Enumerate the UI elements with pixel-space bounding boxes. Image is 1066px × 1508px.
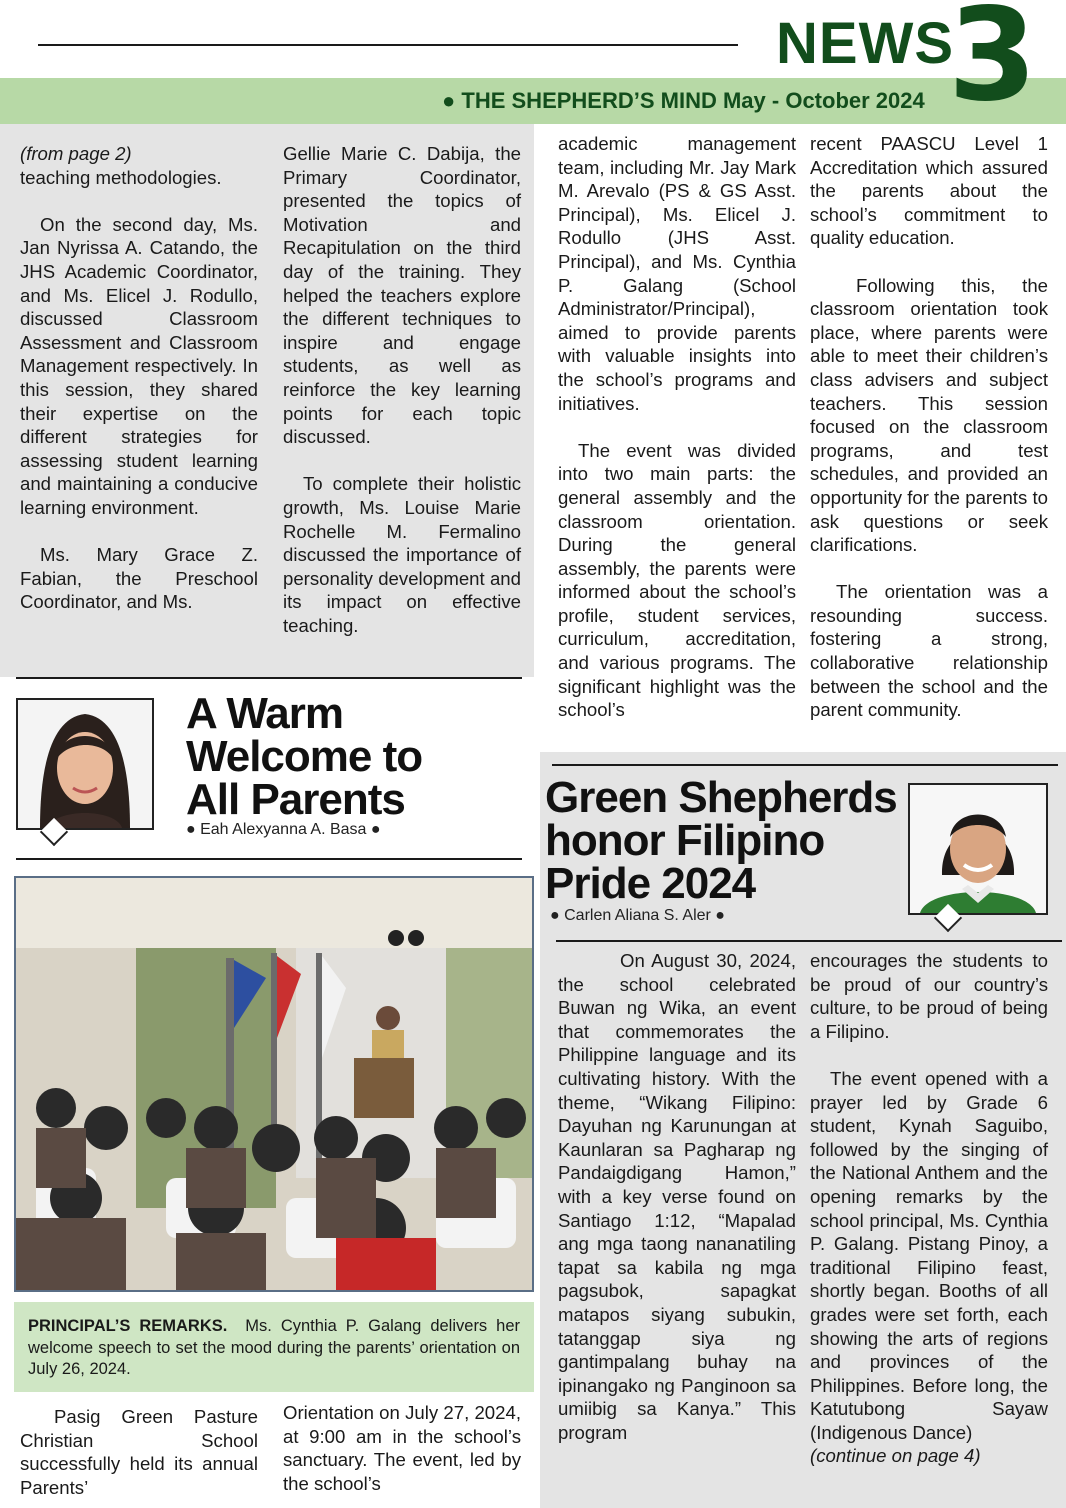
author-portrait-icon <box>18 700 152 828</box>
pride-col-2 <box>810 949 1048 1468</box>
author-portrait-icon <box>910 785 1046 913</box>
pride-col-1 <box>558 949 796 1444</box>
welcome-col-2 <box>283 1401 521 1495</box>
headline-line: All Parents <box>186 775 405 824</box>
paragraph: Ms. Mary Grace Z. Fabian, the Preschool Coordinator, and Ms. <box>20 544 258 613</box>
paragraph: Gellie Marie C. Dabija, the Primary Coordinator, presented the topics of Motivation and Recapitulation on the third day of the training. They helped the teachers explore the different techniques to inspire and engage students, as well as reinforce the key learning points for each topic discussed. <box>283 143 521 448</box>
caption-text: Ms. Cynthia P. Galang delivers her welcome speech to set the mood during the parents’ orientation on July 26, 2024. <box>28 1317 520 1379</box>
divider <box>16 677 522 679</box>
paragraph: The event was divided into two main parts: the general assembly and the classroom orientation. During the general assembly, the parents were informed about the school’s profile, student services, curriculum, accreditation, and various programs. The significant highlight was the school’s <box>558 439 796 721</box>
continued-col-2 <box>283 142 521 637</box>
section-title: NEWS <box>776 11 954 76</box>
paragraph: Orientation on July 27, 2024, at 9:00 am in the school’s sanctuary. The event, led by the school’s <box>283 1402 521 1494</box>
welcome-col-4 <box>810 132 1048 722</box>
headline-line: honor Filipino <box>545 816 825 865</box>
caption-lead: PRINCIPAL’S REMARKS. <box>28 1317 228 1335</box>
welcome-headline <box>186 689 423 824</box>
paragraph: On the second day, Ms. Jan Nyrissa A. Catando, the JHS Academic Coordinator, and Ms. Elicel J. Rodullo, discussed Classroom Assessment and Classroom Management respectively. In this session, they shared their expertise on the different strategies for assessing student learning and maintaining a conducive learning environment. <box>20 213 258 518</box>
headline-line: Welcome to <box>186 732 423 781</box>
paragraph: encourages the students to be proud of our country’s culture, to be proud of being a Filipino. <box>810 950 1048 1042</box>
paragraph: Pasig Green Pasture Christian School successfully held its annual Parents’ <box>20 1406 258 1498</box>
welcome-col-1 <box>20 1405 258 1499</box>
continue-note: (continue on page 4) <box>810 1445 981 1467</box>
photo-caption <box>14 1302 534 1392</box>
paragraph: Following this, the classroom orientation took place, where parents were able to meet their children’s class advisers and subject teachers. This session focused on the classroom programs, and test schedules, and provided an opportunity for the parents to ask questions or seek clarifications. <box>810 274 1048 556</box>
author-photo-aler <box>908 783 1048 915</box>
headline-line: Pride 2024 <box>545 859 756 908</box>
masthead-text: ● THE SHEPHERD’S MIND May - October 2024 <box>442 88 925 113</box>
welcome-col-3 <box>558 132 796 722</box>
paragraph: The event opened with a prayer led by Grade 6 student, Kynah Saguibo, followed by the singing of the National Anthem and the opening remarks by the school principal, Ms. Cynthia P. Galang. Pistang Pinoy, a traditional Filipino feast, shortly began. Booths of all grades were set forth, each showing the arts of regions and provinces of the Philippines. Before long, the Katutubong Sayaw (Indigenous Dance) <box>810 1067 1048 1443</box>
paragraph: On August 30, 2024, the school celebrated Buwan ng Wika, an event that commemorates the Philippine language and its cultivating history. With the theme, “Wikang Filipino: Dayuhan ng Karunungan at Kaunlaran sa Pagharap ng Pandaigdigang Hamon,” with a key verse found on Santiago 1:12, “Mapalad ang mga taong nananatiling tapat sa kabila ng mga pagsubok, sapagkat matapos siyang subukin, tatanggap siya ng gantimpalang buhay na ipinangako ng Panginoon sa umiibig sa Kanya.” This program <box>558 950 796 1443</box>
divider <box>16 858 522 860</box>
event-photo <box>14 876 534 1292</box>
divider <box>552 764 1058 766</box>
divider <box>556 940 1062 942</box>
header-rule <box>38 44 738 46</box>
pride-headline <box>545 773 897 908</box>
headline-line: A Warm <box>186 689 343 738</box>
from-page-note: (from page 2) <box>20 143 132 164</box>
welcome-byline: ● Eah Alexyanna A. Basa ● <box>186 821 381 838</box>
paragraph: academic management team, including Mr. Jay Mark M. Arevalo (PS & GS Asst. Principal), Ms. Elicel J. Rodullo (JHS Asst. Principal), and Ms. Cynthia P. Galang (School Administrator/Principal), aimed to provide parents with valuable insights into the school’s programs and initiatives. <box>558 133 796 414</box>
page-number: 3 <box>948 0 1038 130</box>
paragraph: To complete their holistic growth, Ms. Louise Marie Rochelle M. Fermalino discussed the importance of personality development and its impact on effective teaching. <box>283 473 521 636</box>
pride-byline: ● Carlen Aliana S. Aler ● <box>550 907 725 924</box>
parents-orientation-photo <box>16 878 532 1290</box>
headline-line: Green Shepherds <box>545 773 897 822</box>
paragraph: recent PAASCU Level 1 Accreditation which assured the parents about the school’s commitment to quality education. <box>810 133 1048 249</box>
paragraph: The orientation was a resounding success. fostering a strong, collaborative relationship between the school and the parent community. <box>810 581 1048 721</box>
paragraph: teaching methodologies. <box>20 166 222 188</box>
author-photo-basa <box>16 698 154 830</box>
continued-col-1 <box>20 142 258 614</box>
